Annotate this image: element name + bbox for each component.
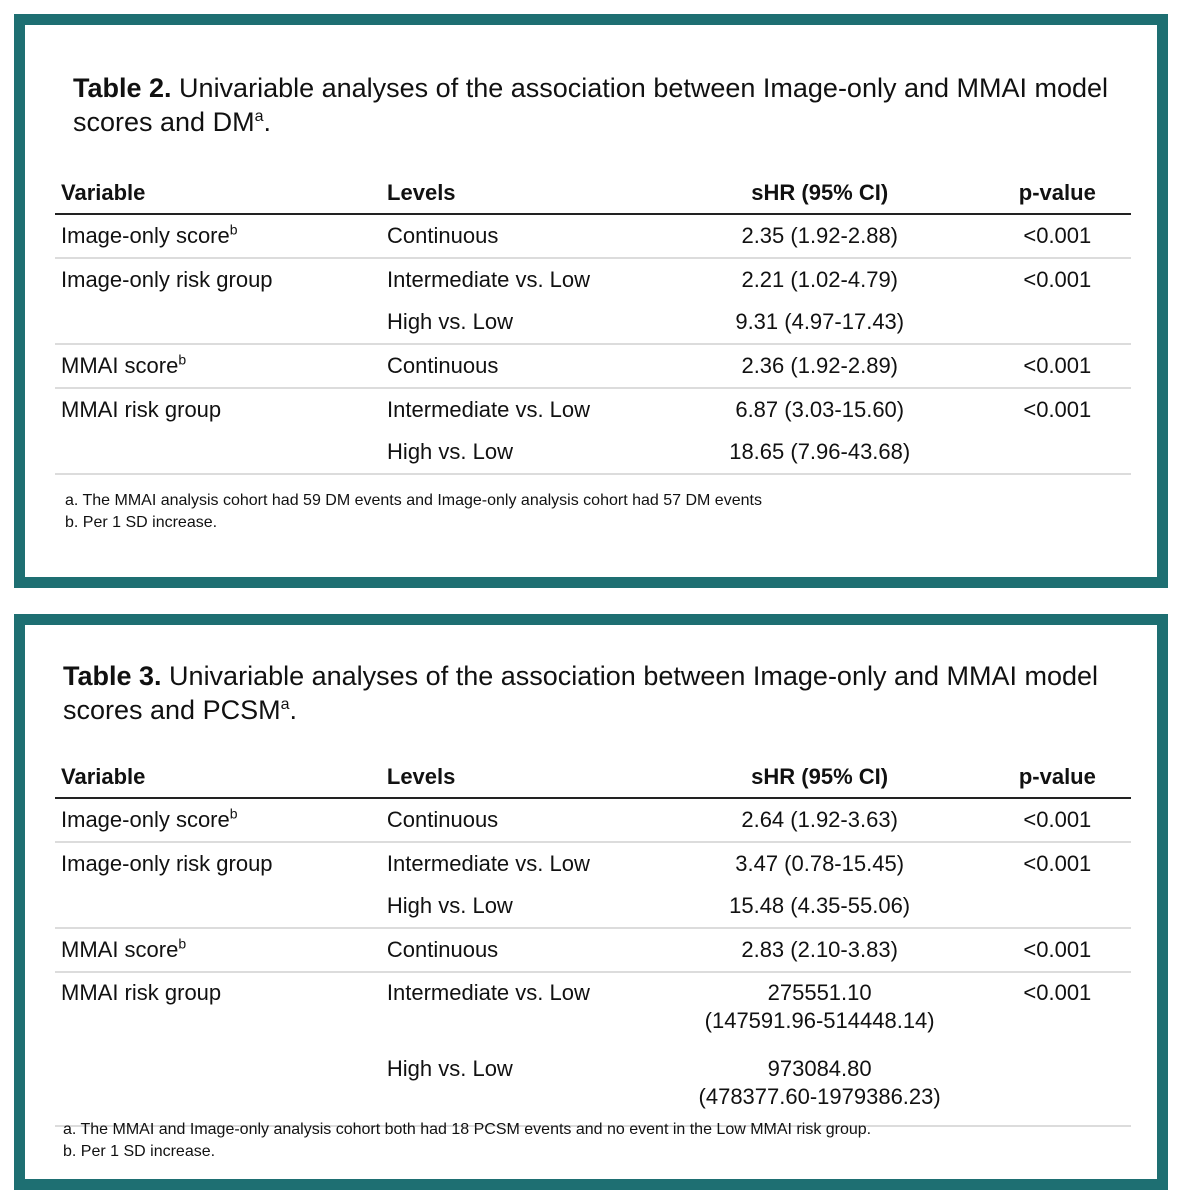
- cell-level: Intermediate vs. Low: [381, 842, 656, 885]
- cell-shr: 2.83 (2.10-3.83): [656, 928, 984, 972]
- table-3: [55, 757, 1131, 1127]
- cell-variable: [55, 388, 381, 431]
- table-row: [55, 431, 1131, 474]
- variable-text: Image-only score: [61, 223, 230, 248]
- cell-pvalue: [984, 431, 1131, 474]
- footnote-b: b. Per 1 SD increase.: [63, 1143, 216, 1160]
- table-2: [55, 173, 1131, 475]
- footnote-marker: b: [178, 935, 187, 952]
- cell-pvalue: <0.001: [1023, 223, 1092, 248]
- cell-variable: [55, 798, 381, 842]
- shr-ci: (478377.60-1979386.23): [698, 1084, 941, 1109]
- variable-text: MMAI score: [61, 353, 179, 378]
- table-row: [55, 301, 1131, 344]
- shr-ci: (147591.96-514448.14): [704, 1008, 935, 1033]
- footnote-a: a. The MMAI analysis cohort had 59 DM events and Image-only analysis cohort had 57 DM events: [65, 492, 762, 509]
- cell-pvalue: <0.001: [984, 842, 1131, 885]
- variable-text: MMAI risk group: [61, 980, 222, 1005]
- cell-level: Continuous: [386, 807, 499, 832]
- table-3-caption-end: .: [289, 695, 298, 725]
- cell-variable: [55, 258, 381, 301]
- table-row: [55, 344, 1131, 388]
- cell-level: High vs. Low: [381, 1049, 656, 1126]
- footnote-marker: b: [229, 805, 238, 822]
- cell-pvalue: <0.001: [984, 258, 1131, 301]
- cell-variable: [55, 972, 381, 1049]
- table-row: [55, 885, 1131, 928]
- footnote-b: b. Per 1 SD increase.: [65, 514, 218, 531]
- shr-value: 275551.10: [767, 980, 872, 1005]
- cell-shr: 9.31 (4.97-17.43): [735, 309, 905, 334]
- footnote-marker: b: [229, 221, 238, 238]
- header-variable: Variable: [55, 757, 381, 798]
- cell-pvalue: <0.001: [984, 388, 1131, 431]
- cell-level: Continuous: [381, 344, 656, 388]
- cell-shr: [656, 1049, 984, 1126]
- header-shr: sHR (95% CI): [656, 173, 984, 214]
- cell-shr: 2.36 (1.92-2.89): [656, 344, 984, 388]
- cell-variable: [55, 431, 381, 474]
- cell-pvalue: <0.001: [984, 344, 1131, 388]
- table-2-caption-end: .: [263, 107, 271, 137]
- cell-level: Intermediate vs. Low: [381, 258, 656, 301]
- cell-pvalue: [984, 301, 1131, 344]
- table-row: [55, 928, 1131, 972]
- cell-shr: 15.48 (4.35-55.06): [729, 893, 911, 918]
- cell-pvalue: [984, 885, 1131, 928]
- cell-level: High vs. Low: [381, 431, 656, 474]
- cell-level: High vs. Low: [387, 309, 513, 334]
- table-3-panel: [14, 614, 1168, 1190]
- header-levels: Levels: [381, 757, 656, 798]
- table-3-title: Univariable analyses of the association between Image-only and MMAI model scores and PCSM: [63, 661, 1099, 725]
- cell-level: High vs. Low: [386, 893, 513, 918]
- variable-text: Image-only score: [61, 807, 230, 832]
- header-variable: Variable: [55, 173, 381, 214]
- cell-variable: [55, 301, 381, 344]
- header-shr: sHR (95% CI): [656, 757, 984, 798]
- cell-pvalue: [984, 1049, 1131, 1126]
- table-3-header-row: [55, 757, 1131, 798]
- table-3-caption: [63, 659, 1103, 727]
- variable-text: MMAI risk group: [61, 397, 222, 422]
- variable-text: Image-only risk group: [61, 267, 273, 292]
- cell-shr: 2.35 (1.92-2.88): [741, 223, 898, 248]
- table-2-label: Table 2.: [73, 73, 172, 103]
- table-2-header-row: [55, 173, 1131, 214]
- variable-text: Image-only risk group: [61, 851, 273, 876]
- table-3-caption-sup: a: [280, 696, 290, 713]
- cell-level: Continuous: [387, 223, 499, 248]
- table-3-label: Table 3.: [63, 661, 162, 691]
- cell-level: Intermediate vs. Low: [381, 388, 656, 431]
- header-pvalue: p-value: [984, 173, 1131, 214]
- cell-level: Intermediate vs. Low: [381, 972, 656, 1049]
- header-pvalue: p-value: [984, 757, 1131, 798]
- table-row: [55, 1049, 1131, 1126]
- footnote-marker: b: [178, 351, 187, 368]
- table-row: [55, 972, 1131, 1049]
- shr-value: 973084.80: [767, 1056, 872, 1081]
- cell-pvalue: <0.001: [984, 972, 1131, 1049]
- cell-variable: [55, 885, 381, 928]
- table-2-caption-sup: a: [254, 108, 264, 125]
- table-row: [55, 258, 1131, 301]
- header-levels: Levels: [381, 173, 656, 214]
- cell-pvalue: <0.001: [1023, 807, 1092, 832]
- variable-text: MMAI score: [61, 937, 179, 962]
- table-2-footnotes: [65, 490, 762, 534]
- table-row: [55, 388, 1131, 431]
- footnote-a: a. The MMAI and Image-only analysis cohort both had 18 PCSM events and no event in the Low MMAI risk group.: [63, 1121, 872, 1138]
- cell-pvalue: <0.001: [984, 928, 1131, 972]
- cell-shr: 6.87 (3.03-15.60): [656, 388, 984, 431]
- cell-variable: [55, 928, 381, 972]
- cell-variable: [55, 842, 381, 885]
- cell-shr: 2.21 (1.02-4.79): [656, 258, 984, 301]
- cell-shr: 18.65 (7.96-43.68): [656, 431, 984, 474]
- cell-variable: [55, 1049, 381, 1126]
- table-2-title: Univariable analyses of the association between Image-only and MMAI model scores and DM: [73, 73, 1109, 137]
- cell-shr: 2.64 (1.92-3.63): [741, 807, 898, 832]
- table-row: [55, 798, 1131, 842]
- table-3-footnotes: [63, 1119, 871, 1163]
- cell-shr: 3.47 (0.78-15.45): [656, 842, 984, 885]
- table-2-caption: [73, 71, 1113, 139]
- cell-level: Continuous: [381, 928, 656, 972]
- table-row: [55, 842, 1131, 885]
- table-2-panel: [14, 14, 1168, 588]
- cell-variable: [55, 344, 381, 388]
- cell-shr: [656, 972, 984, 1049]
- table-row: [55, 214, 1131, 258]
- cell-variable: [55, 214, 381, 258]
